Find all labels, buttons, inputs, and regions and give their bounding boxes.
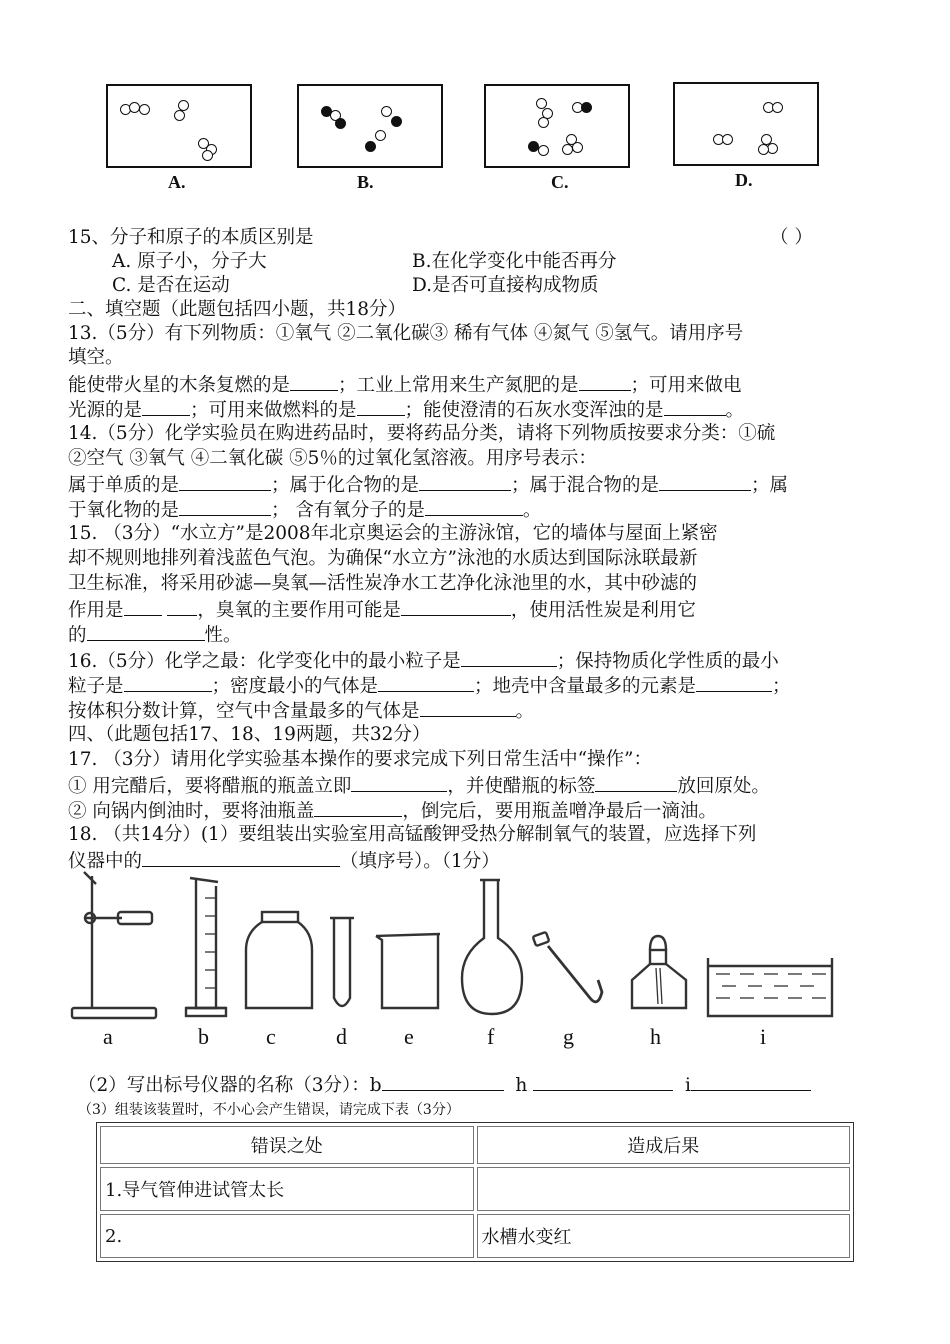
- q17-blank-2[interactable]: [595, 773, 677, 792]
- table-cell: 水槽水变红: [477, 1214, 851, 1258]
- beaker-icon: [376, 934, 440, 1008]
- q15b-text: ，臭氧的主要作用可能是: [197, 600, 401, 621]
- q18-blank-1[interactable]: [142, 848, 340, 867]
- apparatus-label-a: a: [103, 1024, 113, 1049]
- q15b-blank-1b[interactable]: [167, 597, 197, 616]
- section-2-heading: 二、填空题（此题包括四小题，共18分）: [68, 299, 407, 320]
- q18-text: （填序号）。（1分）: [340, 851, 500, 872]
- atom-icon: [174, 110, 185, 121]
- q18-text: i: [684, 1075, 691, 1096]
- q16-text: ；保持物质化学性质的最小: [556, 651, 779, 672]
- q13-blank-3[interactable]: [142, 397, 190, 416]
- delivery-tube-icon: [533, 932, 602, 1002]
- q14-text: 。: [522, 500, 542, 521]
- q18-part-3: （3）组装该装置时，不小心会产生错误，请完成下表（3分）: [78, 1102, 460, 1118]
- q17-blank-3[interactable]: [314, 798, 402, 817]
- apparatus-label-f: f: [487, 1024, 495, 1049]
- table-header-cell: 造成后果: [477, 1126, 851, 1164]
- q13-blank-2[interactable]: [579, 372, 631, 391]
- graduated-cylinder-icon: [186, 878, 226, 1016]
- q13-text: 。: [725, 400, 745, 421]
- apparatus-label-e: e: [404, 1024, 414, 1049]
- q16-text: ；: [772, 676, 791, 697]
- q16-blank-3[interactable]: [378, 673, 474, 692]
- q14-blank-5[interactable]: [425, 497, 523, 516]
- q16-text: 按体积分数计算，空气中含量最多的气体是: [68, 701, 420, 722]
- q15-answer-paren: （ ）: [770, 227, 813, 248]
- table-cell-answer[interactable]: 2.: [100, 1214, 474, 1258]
- atom-icon: [562, 144, 573, 155]
- q13-line-1: 13.（5分）有下列物质：①氧气 ②二氧化碳③ 稀有气体 ④氮气 ⑤氢气。请用序号: [68, 323, 744, 344]
- q15b-line-2: 却不规则地排列着浅蓝色气泡。为确保“水立方”泳池的水质达到国际泳联最新: [68, 548, 698, 569]
- atom-icon: [722, 134, 733, 145]
- q14-blank-1[interactable]: [179, 472, 271, 491]
- q15-option-b: B.在化学变化中能否再分: [412, 251, 617, 272]
- q14-line-1: 14.（5分）化学实验员在购进药品时，要将药品分类，请将下列物质按要求分类：①硫: [68, 423, 776, 444]
- q15b-blank-3[interactable]: [87, 622, 205, 641]
- q15b-text: 的: [68, 625, 87, 646]
- q16-blank-4[interactable]: [696, 673, 772, 692]
- q14-text: ； 含有氧分子的是: [271, 500, 425, 521]
- q15-option-c: C. 是否在运动: [112, 275, 230, 296]
- q14-text: ；属于混合物的是: [511, 475, 660, 496]
- q13-blank-4[interactable]: [357, 397, 405, 416]
- q15b-text: ，使用活性炭是利用它: [510, 600, 696, 621]
- table-row: [100, 1214, 850, 1258]
- table-header-row: [100, 1126, 850, 1164]
- molecule-box-a: [106, 84, 252, 168]
- apparatus-label-b: b: [198, 1024, 209, 1049]
- q17-line-3: [68, 798, 717, 824]
- apparatus-figure: [0, 868, 950, 1068]
- q14-blank-2[interactable]: [419, 472, 511, 491]
- q17-text: ① 用完醋后，要将醋瓶的瓶盖立即: [68, 776, 352, 797]
- q15-choice-stem: [68, 226, 314, 250]
- atom-icon: [758, 144, 769, 155]
- q13-text: ；工业上常用来生产氮肥的是: [338, 375, 579, 396]
- atom-icon: [772, 102, 783, 113]
- q13-line-3: [68, 372, 742, 398]
- table-header-cell: 错误之处: [100, 1126, 474, 1164]
- q13-line-2: 填空。: [68, 347, 124, 368]
- q17-text: 放回原处。: [677, 776, 770, 797]
- q17-text: ，并使醋瓶的标签: [447, 776, 596, 797]
- table-cell-answer[interactable]: [477, 1167, 851, 1211]
- q14-line-2: ②空气 ③氧气 ④二氧化碳 ⑤5％的过氧化氢溶液。用序号表示：: [68, 448, 597, 469]
- apparatus-label-g: g: [563, 1024, 574, 1049]
- q15b-text: 作用是: [68, 600, 124, 621]
- atom-icon: [202, 150, 213, 161]
- q15-option-d: D.是否可直接构成物质: [412, 275, 599, 296]
- q14-blank-4[interactable]: [179, 497, 271, 516]
- molecule-box-c: [484, 84, 630, 168]
- q17-blank-1[interactable]: [351, 773, 447, 792]
- atom-icon: [581, 102, 592, 113]
- q17-line-1: 17. （3分）请用化学实验基本操作的要求完成下列日常生活中“操作”：: [68, 749, 652, 770]
- iron-stand-icon: [72, 872, 156, 1018]
- molecule-label-b: B.: [357, 172, 374, 192]
- table-row: [100, 1167, 850, 1211]
- q16-text: 。: [515, 701, 535, 722]
- atom-icon: [381, 106, 392, 117]
- q14-blank-3[interactable]: [659, 472, 751, 491]
- q16-line-1: [68, 648, 779, 674]
- q13-blank-1[interactable]: [290, 372, 338, 391]
- water-trough-icon: [708, 958, 832, 1016]
- q14-text: ；属于化合物的是: [271, 475, 420, 496]
- q18-blank-h[interactable]: [533, 1072, 673, 1091]
- q16-line-3: [68, 698, 534, 724]
- q16-line-2: [68, 673, 791, 699]
- flask-icon: [462, 880, 522, 1014]
- q16-text: ；密度最小的气体是: [211, 676, 379, 697]
- test-tube-icon: [330, 918, 354, 1006]
- q15-stem-text: 15、分子和原子的本质区别是: [68, 227, 314, 248]
- q15b-text: 性。: [204, 625, 242, 646]
- molecule-label-a: A.: [168, 172, 186, 192]
- atom-icon: [139, 104, 150, 115]
- table-cell: 1.导气管伸进试管太长: [100, 1167, 474, 1211]
- apparatus-label-c: c: [266, 1024, 276, 1049]
- q17-line-2: [68, 773, 770, 799]
- q18-line-1: 18. （共14分）(1）要组装出实验室用高锰酸钾受热分解制氧气的装置，应选择下列: [68, 824, 757, 845]
- q17-text: ，倒完后，要用瓶盖噌净最后一滴油。: [402, 801, 717, 822]
- molecule-label-c: C.: [551, 172, 569, 192]
- apparatus-label-h: h: [650, 1024, 661, 1049]
- q18-text: （2）写出标号仪器的名称（3分）：b: [78, 1075, 382, 1096]
- gas-bottle-icon: [246, 912, 312, 1008]
- q13-text: 光源的是: [68, 400, 143, 421]
- atom-icon: [375, 130, 386, 141]
- q18-blank-i[interactable]: [691, 1072, 811, 1091]
- q13-text: 能使带火星的木条复燃的是: [68, 375, 291, 396]
- atom-icon: [538, 117, 549, 128]
- q18-part-2: [78, 1072, 811, 1098]
- apparatus-label-i: i: [760, 1024, 767, 1049]
- q16-text: 粒子是: [68, 676, 124, 697]
- q14-text: 于氧化物的是: [68, 500, 180, 521]
- q13-text: ；能使澄清的石灰水变浑浊的是: [404, 400, 664, 421]
- q18-blank-b[interactable]: [382, 1072, 504, 1091]
- q15b-blank-2[interactable]: [401, 597, 511, 616]
- atom-icon: [365, 141, 376, 152]
- q17-text: ② 向锅内倒油时，要将油瓶盖: [68, 801, 315, 822]
- error-table: [96, 1122, 854, 1262]
- q14-line-3: [68, 472, 788, 498]
- q18-text: h: [515, 1075, 528, 1096]
- q15b-line-3: 卫生标准，将采用砂滤—臭氧—活性炭净水工艺净化泳池里的水，其中砂滤的: [68, 573, 698, 594]
- q15-option-a: A. 原子小，分子大: [112, 251, 267, 272]
- q14-line-4: [68, 497, 541, 523]
- atom-icon: [335, 118, 346, 129]
- alcohol-lamp-icon: [632, 936, 686, 1008]
- section-4-heading: 四、（此题包括17、18、19两题，共32分）: [68, 724, 431, 745]
- q13-line-4: [68, 397, 744, 423]
- apparatus-label-d: d: [336, 1024, 347, 1049]
- atom-icon: [538, 145, 549, 156]
- q16-blank-2[interactable]: [124, 673, 212, 692]
- molecule-label-d: D.: [735, 170, 753, 190]
- q15b-line-5: [68, 622, 242, 648]
- q16-text: 16.（5分）化学之最：化学变化中的最小粒子是: [68, 651, 461, 672]
- q13-text: ；可用来做燃料的是: [190, 400, 357, 421]
- atom-icon: [391, 116, 402, 127]
- q16-blank-1[interactable]: [461, 648, 557, 667]
- q15b-blank-1[interactable]: [124, 597, 162, 616]
- molecule-box-d: [673, 82, 819, 166]
- molecule-box-b: [297, 84, 443, 168]
- q16-blank-5[interactable]: [420, 698, 516, 717]
- q18-text: 仪器中的: [68, 851, 143, 872]
- q16-text: ；地壳中含量最多的元素是: [474, 676, 697, 697]
- q14-text: ；属: [751, 475, 789, 496]
- q13-blank-5[interactable]: [664, 397, 726, 416]
- atom-icon: [572, 142, 583, 153]
- q13-text: ；可用来做电: [630, 375, 742, 396]
- q15b-line-4: [68, 597, 696, 623]
- q15b-line-1: 15. （3分）“水立方”是2008年北京奥运会的主游泳馆，它的墙体与屋面上紧密: [68, 523, 718, 544]
- q14-text: 属于单质的是: [68, 475, 180, 496]
